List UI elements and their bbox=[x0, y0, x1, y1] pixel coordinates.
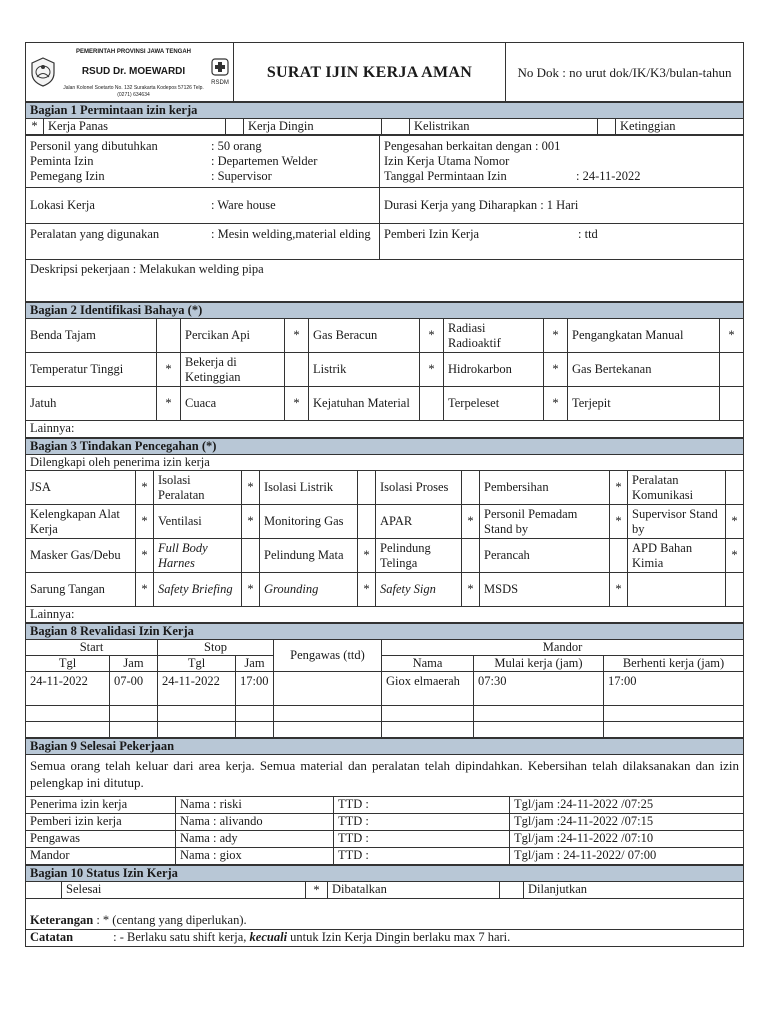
precaution-mark[interactable]: * bbox=[610, 573, 628, 607]
doc-number: No Dok : no urut dok/IK/K3/bulan-tahun bbox=[506, 43, 744, 102]
requester-block bbox=[26, 136, 380, 188]
type-mark-ketinggian[interactable] bbox=[598, 119, 616, 135]
precaution-mark[interactable] bbox=[242, 539, 260, 573]
gov-label: PEMERINTAH PROVINSI JAWA TENGAH bbox=[75, 49, 191, 55]
rsdm-logo-icon bbox=[211, 58, 229, 76]
precaution-mark[interactable] bbox=[462, 471, 480, 505]
section-2 bbox=[25, 302, 744, 438]
keterangan-label: Keterangan bbox=[30, 912, 94, 927]
section-1-details bbox=[25, 135, 744, 302]
table-row bbox=[26, 722, 744, 738]
hazard-mark[interactable] bbox=[720, 387, 744, 421]
precaution-label: Ventilasi bbox=[154, 505, 242, 539]
mulai-header: Mulai kerja (jam) bbox=[474, 656, 604, 672]
precaution-mark[interactable]: * bbox=[136, 471, 154, 505]
lokasi-value: : Ware house bbox=[211, 198, 276, 212]
start-tgl-header: Tgl bbox=[26, 656, 110, 672]
hazard-label: Kejatuhan Material bbox=[309, 387, 420, 421]
precaution-label: Masker Gas/Debu bbox=[26, 539, 136, 573]
deskripsi-cell: Deskripsi pekerjaan : Melakukan welding pipa bbox=[26, 260, 744, 302]
tanggal-value: : 24-11-2022 bbox=[576, 169, 641, 183]
precaution-mark[interactable]: * bbox=[136, 539, 154, 573]
signoff-datetime: Tgl/jam :24-11-2022 /07:25 bbox=[510, 797, 744, 814]
precaution-label: Pelindung Telinga bbox=[376, 539, 462, 573]
catatan-cell bbox=[26, 930, 744, 947]
precaution-mark[interactable]: * bbox=[358, 573, 376, 607]
precaution-mark[interactable]: * bbox=[242, 505, 260, 539]
pengesahan-label-2: Izin Kerja Utama Nomor bbox=[384, 154, 510, 168]
hazard-row bbox=[26, 353, 744, 387]
province-emblem-icon bbox=[30, 57, 56, 87]
row-start-tgl: 24-11-2022 bbox=[26, 672, 110, 706]
start-jam-header: Jam bbox=[110, 656, 158, 672]
mandor-header: Mandor bbox=[382, 640, 744, 656]
hazard-label: Temperatur Tinggi bbox=[26, 353, 157, 387]
hospital-address: Jalan Kolonel Soetarto No. 132 Surakarta Kodepos 57126 Telp. (0271) 634634 bbox=[63, 85, 204, 98]
personil-value: : 50 orang bbox=[211, 139, 262, 153]
section-9-title: Bagian 9 Selesai Pekerjaan bbox=[26, 739, 744, 755]
status-mark-dibatalkan[interactable]: * bbox=[306, 882, 328, 899]
hazard-label: Jatuh bbox=[26, 387, 157, 421]
precaution-mark[interactable]: * bbox=[462, 573, 480, 607]
type-mark-kerja-panas[interactable]: * bbox=[26, 119, 44, 135]
precaution-label: Safety Sign bbox=[376, 573, 462, 607]
row-nama: Giox elmaerah bbox=[382, 672, 474, 706]
hazard-label: Gas Bertekanan bbox=[568, 353, 720, 387]
precaution-mark[interactable]: * bbox=[242, 471, 260, 505]
precaution-mark[interactable] bbox=[462, 539, 480, 573]
personil-label: Personil yang dibutuhkan bbox=[30, 139, 158, 153]
precaution-label: Personil Pemadam Stand by bbox=[480, 505, 610, 539]
row-stop-tgl: 24-11-2022 bbox=[158, 672, 236, 706]
hospital-name: RSUD Dr. MOEWARDI bbox=[81, 66, 186, 77]
signoff-role: Pemberi izin kerja bbox=[26, 814, 176, 831]
hazard-mark[interactable] bbox=[157, 319, 181, 353]
precaution-label: Full Body Harnes bbox=[154, 539, 242, 573]
precaution-label: Supervisor Stand by bbox=[628, 505, 726, 539]
precaution-row bbox=[26, 471, 744, 505]
hazard-label: Pengangkatan Manual bbox=[568, 319, 720, 353]
precaution-label: Kelengkapan Alat Kerja bbox=[26, 505, 136, 539]
hazard-mark[interactable]: * bbox=[544, 387, 568, 421]
type-ketinggian: Ketinggian bbox=[616, 119, 744, 135]
stop-header: Stop bbox=[158, 640, 274, 656]
berhenti-header: Berhenti kerja (jam) bbox=[604, 656, 744, 672]
peralatan-value: : Mesin welding,material elding bbox=[211, 227, 371, 241]
precaution-label: Peralatan Komunikasi bbox=[628, 471, 726, 505]
peminta-value: : Departemen Welder bbox=[211, 154, 318, 168]
type-mark-kerja-dingin[interactable] bbox=[226, 119, 244, 135]
pengesahan-label: Pengesahan berkaitan dengan : 001 bbox=[384, 139, 561, 153]
section-10 bbox=[25, 865, 744, 913]
keterangan-cell bbox=[26, 913, 744, 930]
status-dibatalkan: Dibatalkan bbox=[328, 882, 500, 899]
catatan-emphasis: kecuali bbox=[249, 930, 288, 944]
precaution-mark[interactable] bbox=[726, 573, 744, 607]
catatan-label: Catatan bbox=[30, 930, 74, 944]
hazard-label: Gas Beracun bbox=[309, 319, 420, 353]
precaution-label: Sarung Tangan bbox=[26, 573, 136, 607]
precaution-mark[interactable] bbox=[726, 471, 744, 505]
stop-jam-header: Jam bbox=[236, 656, 274, 672]
precaution-mark[interactable]: * bbox=[610, 505, 628, 539]
hazard-label: Listrik bbox=[309, 353, 420, 387]
pemberi-value: : ttd bbox=[578, 227, 598, 241]
section-9 bbox=[25, 738, 744, 865]
precaution-mark[interactable]: * bbox=[136, 505, 154, 539]
type-mark-kelistrikan[interactable] bbox=[382, 119, 410, 135]
stop-tgl-header: Tgl bbox=[158, 656, 236, 672]
hazard-row bbox=[26, 387, 744, 421]
precaution-label: APAR bbox=[376, 505, 462, 539]
pemberi-label: Pemberi Izin Kerja bbox=[384, 227, 480, 241]
row-berhenti: 17:00 bbox=[604, 672, 744, 706]
signoff-datetime: Tgl/jam : 24-11-2022/ 07:00 bbox=[510, 848, 744, 865]
form-header bbox=[25, 42, 744, 102]
tanggal-label: Tanggal Permintaan Izin bbox=[384, 169, 507, 183]
pemegang-label: Pemegang Izin bbox=[30, 169, 105, 183]
hazard-mark[interactable]: * bbox=[157, 387, 181, 421]
precaution-label: Safety Briefing bbox=[154, 573, 242, 607]
precaution-label: APD Bahan Kimia bbox=[628, 539, 726, 573]
hazard-mark[interactable]: * bbox=[544, 319, 568, 353]
precaution-mark[interactable]: * bbox=[726, 539, 744, 573]
type-kerja-panas: Kerja Panas bbox=[44, 119, 226, 135]
permit-form bbox=[25, 42, 743, 947]
precaution-label bbox=[628, 573, 726, 607]
keterangan-text: : * (centang yang diperlukan). bbox=[96, 912, 247, 927]
precaution-mark[interactable]: * bbox=[358, 539, 376, 573]
section-3-subtitle: Dilengkapi oleh penerima izin kerja bbox=[26, 455, 744, 471]
precaution-label: Isolasi Listrik bbox=[260, 471, 358, 505]
table-row bbox=[26, 672, 744, 706]
section-1 bbox=[25, 102, 744, 135]
section-9-text: Semua orang telah keluar dari area kerja. Semua material dan peralatan telah dipindahkan. Kebersihan telah dilaksanakan dan izin pelengkap ini ditutup. bbox=[26, 755, 744, 797]
hazard-label: Percikan Api bbox=[181, 319, 285, 353]
section-3 bbox=[25, 438, 744, 623]
hazard-label: Cuaca bbox=[181, 387, 285, 421]
precaution-row bbox=[26, 573, 744, 607]
status-mark-selesai[interactable] bbox=[26, 882, 62, 899]
hazard-mark[interactable] bbox=[420, 387, 444, 421]
section-2-lainnya: Lainnya: bbox=[26, 421, 744, 438]
hazard-mark[interactable]: * bbox=[720, 319, 744, 353]
signoff-row bbox=[26, 797, 744, 814]
row-mulai: 07:30 bbox=[474, 672, 604, 706]
signoff-role: Pengawas bbox=[26, 831, 176, 848]
pemberi-cell bbox=[380, 224, 744, 260]
status-selesai: Selesai bbox=[62, 882, 306, 899]
precaution-label: Grounding bbox=[260, 573, 358, 607]
form-title: SURAT IJIN KERJA AMAN bbox=[234, 43, 506, 102]
hazard-mark[interactable]: * bbox=[285, 387, 309, 421]
hazard-label: Terpeleset bbox=[444, 387, 544, 421]
signoff-datetime: Tgl/jam :24-11-2022 /07:10 bbox=[510, 831, 744, 848]
precaution-row bbox=[26, 539, 744, 573]
hazard-mark[interactable]: * bbox=[420, 319, 444, 353]
section-2-title: Bagian 2 Identifikasi Bahaya (*) bbox=[26, 303, 744, 319]
section-1-title: Bagian 1 Permintaan izin kerja bbox=[26, 103, 744, 119]
hazard-label: Terjepit bbox=[568, 387, 720, 421]
precaution-label: Isolasi Proses bbox=[376, 471, 462, 505]
signoff-datetime: Tgl/jam :24-11-2022 /07:15 bbox=[510, 814, 744, 831]
precaution-label: MSDS bbox=[480, 573, 610, 607]
precaution-label: Isolasi Peralatan bbox=[154, 471, 242, 505]
form-footer bbox=[25, 913, 744, 948]
hazard-mark[interactable] bbox=[285, 353, 309, 387]
logo-cell bbox=[26, 43, 234, 102]
signoff-name: Nama : giox bbox=[176, 848, 334, 865]
precaution-mark[interactable]: * bbox=[136, 573, 154, 607]
row-stop-jam: 17:00 bbox=[236, 672, 274, 706]
precaution-label: JSA bbox=[26, 471, 136, 505]
precaution-label: Perancah bbox=[480, 539, 610, 573]
hazard-mark[interactable] bbox=[720, 353, 744, 387]
signoff-role: Mandor bbox=[26, 848, 176, 865]
signoff-row bbox=[26, 831, 744, 848]
hazard-mark[interactable]: * bbox=[157, 353, 181, 387]
signoff-name: Nama : ady bbox=[176, 831, 334, 848]
spacer-row bbox=[26, 899, 744, 913]
pemegang-value: : Supervisor bbox=[211, 169, 272, 183]
precaution-mark[interactable] bbox=[358, 505, 376, 539]
status-mark-dilanjutkan[interactable] bbox=[500, 882, 524, 899]
section-8 bbox=[25, 623, 744, 738]
durasi-cell: Durasi Kerja yang Diharapkan : 1 Hari bbox=[380, 188, 744, 224]
precaution-mark[interactable]: * bbox=[462, 505, 480, 539]
signoff-ttd[interactable]: TTD : bbox=[334, 814, 510, 831]
type-kerja-dingin: Kerja Dingin bbox=[244, 119, 382, 135]
catatan-post: untuk Izin Kerja Dingin berlaku max 7 hari. bbox=[290, 930, 511, 944]
precaution-mark[interactable] bbox=[610, 539, 628, 573]
peralatan-cell bbox=[26, 224, 380, 260]
hazard-row bbox=[26, 319, 744, 353]
lokasi-label: Lokasi Kerja bbox=[30, 198, 95, 212]
section-8-title: Bagian 8 Revalidasi Izin Kerja bbox=[26, 624, 744, 640]
nama-header: Nama bbox=[382, 656, 474, 672]
signoff-role: Penerima izin kerja bbox=[26, 797, 176, 814]
lokasi-cell bbox=[26, 188, 380, 224]
table-row bbox=[26, 706, 744, 722]
peminta-label: Peminta Izin bbox=[30, 154, 94, 168]
hazard-label: Hidrokarbon bbox=[444, 353, 544, 387]
signoff-ttd[interactable]: TTD : bbox=[334, 831, 510, 848]
hazard-mark[interactable]: * bbox=[420, 353, 444, 387]
section-3-title: Bagian 3 Tindakan Pencegahan (*) bbox=[26, 439, 744, 455]
hazard-label: Bekerja di Ketinggian bbox=[181, 353, 285, 387]
precaution-mark[interactable]: * bbox=[726, 505, 744, 539]
row-pengawas bbox=[274, 672, 382, 706]
signoff-name: Nama : alivando bbox=[176, 814, 334, 831]
approval-block bbox=[380, 136, 744, 188]
hazard-mark[interactable]: * bbox=[285, 319, 309, 353]
start-header: Start bbox=[26, 640, 158, 656]
status-dilanjutkan: Dilanjutkan bbox=[524, 882, 744, 899]
precaution-mark[interactable] bbox=[358, 471, 376, 505]
peralatan-label: Peralatan yang digunakan bbox=[30, 227, 160, 241]
precaution-label: Pelindung Mata bbox=[260, 539, 358, 573]
hazard-label: Benda Tajam bbox=[26, 319, 157, 353]
signoff-row bbox=[26, 848, 744, 865]
signoff-row bbox=[26, 814, 744, 831]
type-kelistrikan: Kelistrikan bbox=[410, 119, 598, 135]
section-3-lainnya: Lainnya: bbox=[26, 607, 744, 623]
precaution-mark[interactable]: * bbox=[242, 573, 260, 607]
precaution-row bbox=[26, 505, 744, 539]
hazard-mark[interactable]: * bbox=[544, 353, 568, 387]
signoff-name: Nama : riski bbox=[176, 797, 334, 814]
hazard-label: Radiasi Radioaktif bbox=[444, 319, 544, 353]
row-start-jam: 07-00 bbox=[110, 672, 158, 706]
rsdm-label: RSDM bbox=[211, 79, 229, 86]
precaution-mark[interactable]: * bbox=[610, 471, 628, 505]
section-10-title: Bagian 10 Status Izin Kerja bbox=[26, 866, 744, 882]
catatan-pre: : - Berlaku satu shift kerja, bbox=[113, 930, 247, 944]
precaution-label: Pembersihan bbox=[480, 471, 610, 505]
pengawas-header: Pengawas (ttd) bbox=[274, 640, 382, 672]
signoff-ttd[interactable]: TTD : bbox=[334, 848, 510, 865]
precaution-label: Monitoring Gas bbox=[260, 505, 358, 539]
signoff-ttd[interactable]: TTD : bbox=[334, 797, 510, 814]
